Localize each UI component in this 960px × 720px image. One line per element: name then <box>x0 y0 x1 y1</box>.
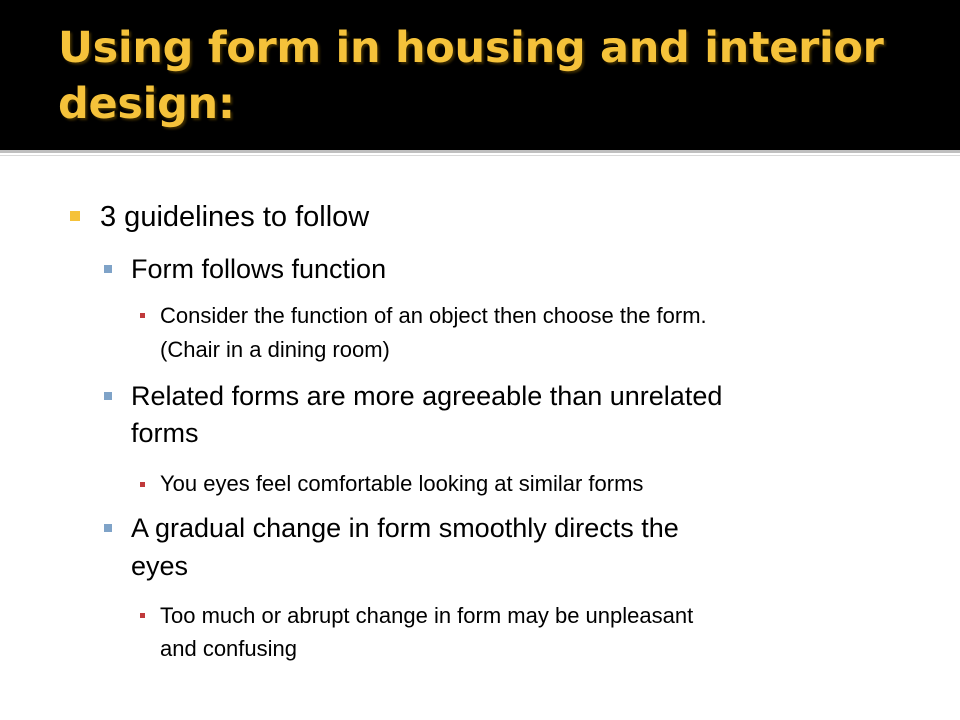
square-bullet-icon <box>104 524 112 532</box>
square-bullet-icon <box>140 613 145 618</box>
bullet-related-forms: Related forms are more agreeable than unrelated <box>131 381 723 411</box>
bullet-form-follows-function: Form follows function <box>131 254 387 284</box>
square-bullet-icon <box>140 482 145 487</box>
bullet-guidelines: 3 guidelines to follow <box>100 201 370 233</box>
bullet-consider-function-cont: (Chair in a dining room) <box>160 337 390 362</box>
square-bullet-icon <box>104 265 112 273</box>
bullet-consider-function: Consider the function of an object then choose the form. <box>160 303 707 328</box>
square-bullet-icon <box>70 211 80 221</box>
bullet-gradual-change: A gradual change in form smoothly directs the <box>131 513 679 543</box>
bullet-related-forms-cont: forms <box>131 418 199 448</box>
square-bullet-icon <box>104 392 112 400</box>
bullet-abrupt-change: Too much or abrupt change in form may be unpleasant <box>160 603 694 628</box>
bullet-abrupt-change-cont: and confusing <box>160 636 297 661</box>
bullet-gradual-change-cont: eyes <box>131 551 189 581</box>
slide-title: Using form in housing and interior design: <box>58 23 884 129</box>
bullet-eyes-comfortable: You eyes feel comfortable looking at similar forms <box>160 471 644 496</box>
square-bullet-icon <box>140 313 145 318</box>
